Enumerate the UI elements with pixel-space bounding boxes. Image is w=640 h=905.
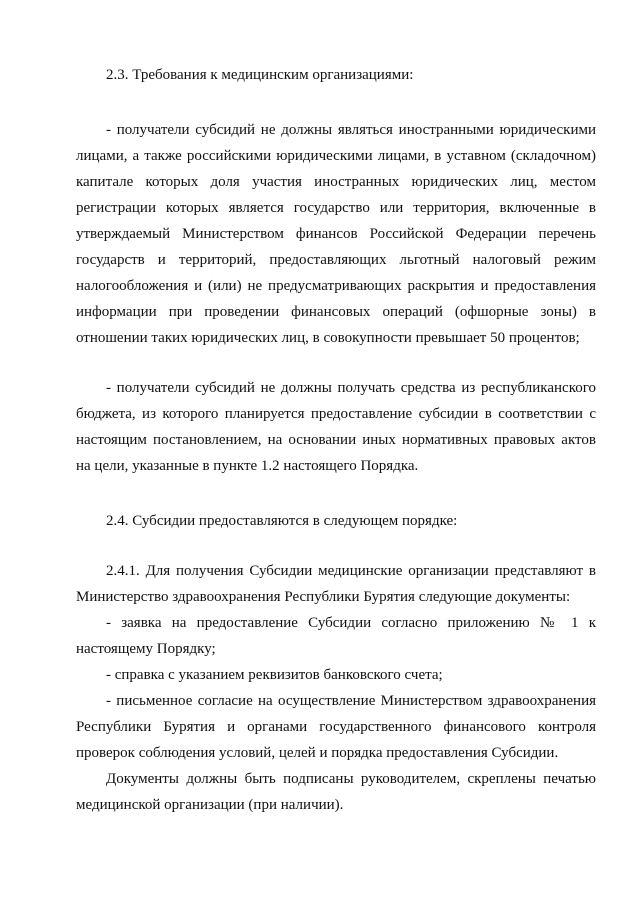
- requirement-foreign-capital-block: [76, 117, 596, 351]
- requirement-budget-funds: - получатели субсидий не должны получать средства из республиканского бюджета, из которого планируется предоставление субсидии в соответствии с настоящим постановлением, на основании иных нормативных правовых актов на цели, указанные в пункте 1.2 настоящего Порядка.: [76, 380, 596, 474]
- requirement-budget-funds-block: [76, 375, 596, 479]
- document-application: - заявка на предоставление Субсидии согласно приложению № 1 к настоящему Порядку;: [76, 615, 596, 657]
- document-bank-certificate: - справка с указанием реквизитов банковского счета;: [106, 667, 443, 683]
- section-2-4-1-block: [76, 558, 596, 818]
- section-heading-2-4: 2.4. Субсидии предоставляются в следующем порядке:: [106, 513, 458, 529]
- section-heading-2-3: 2.3. Требования к медицинским организациями:: [106, 67, 414, 83]
- document-written-consent: - письменное согласие на осуществление Министерством здравоохранения Республики Бурятия и органами государственного финансового контроля проверок соблюдения условий, целей и порядка предоставления Субсидии.: [76, 693, 596, 761]
- signature-note: Документы должны быть подписаны руководителем, скреплены печатью медицинской организации (при наличии).: [76, 771, 596, 813]
- section-2-4-1: 2.4.1. Для получения Субсидии медицинские организации представляют в Министерство здравоохранения Республики Бурятия следующие документы:: [76, 563, 596, 605]
- requirement-foreign-capital: - получатели субсидий не должны являться иностранными юридическими лицами, а также российскими юридическими лицами, в уставном (складочном) капитале которых доля участия иностранных юридических лиц, местом регистрации которых является государство или территория, включенные в утверждаемый Министерством финансов Российской Федерации перечень государств и территорий, предоставляющих льготный налоговый режим налогообложения и (или) не предусматривающих раскрытия и предоставления информации при проведении финансовых операций (офшорные зоны) в отношении таких юридических лиц, в совокупности превышает 50 процентов;: [76, 122, 596, 346]
- section-heading-2-3-block: [76, 62, 596, 88]
- section-heading-2-4-block: [76, 508, 596, 534]
